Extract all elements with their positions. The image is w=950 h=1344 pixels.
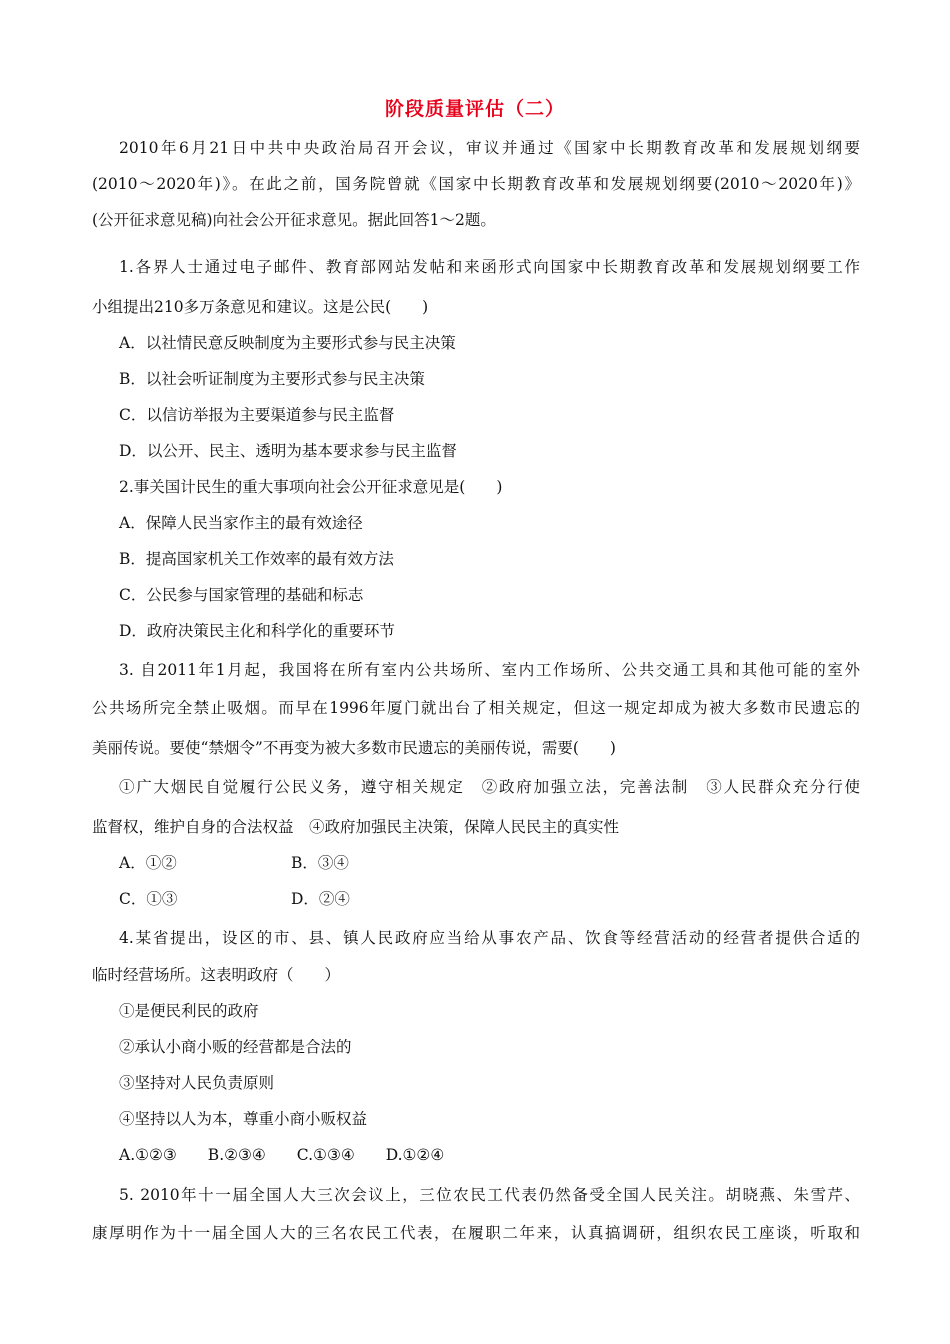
question-1-option-a: A．以社情民意反映制度为主要形式参与民主决策	[119, 334, 456, 352]
question-4-options: A.①②③ B.②③④ C.①③④ D.①②④	[119, 1146, 445, 1164]
intro-line: (公开征求意见稿)向社会公开征求意见。据此回答1～2题。	[92, 211, 496, 229]
question-4-item: ③坚持对人民负责原则	[119, 1074, 275, 1092]
question-3-stem: 3. 自2011年1月起，我国将在所有室内公共场所、室内工作场所、公共交通工具和其他可能的室外	[119, 661, 860, 679]
question-3-item: ①广大烟民自觉履行公民义务，遵守相关规定 ②政府加强立法，完善法制 ③人民群众充分行使	[119, 778, 860, 796]
question-4-item: ④坚持以人为本，尊重小商小贩权益	[119, 1110, 368, 1128]
question-1-option-b: B．以社会听证制度为主要形式参与民主决策	[119, 370, 425, 388]
question-2-option-c: C．公民参与国家管理的基础和标志	[119, 586, 364, 604]
question-3-stem: 公共场所完全禁止吸烟。而早在1996年厦门就出台了相关规定，但这一规定却成为被大多数市民遗忘的	[92, 699, 860, 717]
question-3-option-c: C．①③	[119, 890, 178, 908]
question-5-stem: 5. 2010年十一届全国人大三次会议上，三位农民工代表仍然备受全国人民关注。胡晓燕、朱雪芹、	[119, 1186, 860, 1204]
question-3-stem: 美丽传说。要使“禁烟令”不再变为被大多数市民遗忘的美丽传说，需要( )	[92, 739, 616, 757]
question-4-item: ①是便民利民的政府	[119, 1002, 259, 1020]
question-4-item: ②承认小商小贩的经营都是合法的	[119, 1038, 352, 1056]
question-1-option-d: D．以公开、民主、透明为基本要求参与民主监督	[119, 442, 457, 460]
question-5-stem: 康厚明作为十一届全国人大的三名农民工代表，在履职二年来，认真搞调研，组织农民工座谈，听取和	[92, 1224, 860, 1242]
question-1-option-c: C．以信访举报为主要渠道参与民主监督	[119, 406, 395, 424]
question-1-stem: 小组提出210多万条意见和建议。这是公民( )	[92, 298, 429, 316]
question-4-stem: 临时经营场所。这表明政府（ ）	[92, 966, 341, 984]
question-3-option-b: B．③④	[291, 854, 349, 872]
question-3-item: 监督权，维护自身的合法权益 ④政府加强民主决策，保障人民民主的真实性	[92, 818, 620, 836]
question-4-stem: 4.某省提出，设区的市、县、镇人民政府应当给从事农产品、饮食等经营活动的经营者提供合适的	[119, 929, 860, 947]
page-title: 阶段质量评估（二）	[384, 98, 565, 120]
question-2-stem: 2.事关国计民生的重大事项向社会公开征求意见是( )	[119, 478, 503, 496]
question-2-option-a: A．保障人民当家作主的最有效途径	[119, 514, 363, 532]
question-3-option-a: A．①②	[119, 854, 177, 872]
question-3-option-d: D．②④	[291, 890, 350, 908]
question-1-stem: 1.各界人士通过电子邮件、教育部网站发帖和来函形式向国家中长期教育改革和发展规划纲要工作	[119, 258, 860, 276]
intro-line: 2010年6月21日中共中央政治局召开会议，审议并通过《国家中长期教育改革和发展规划纲要	[119, 139, 860, 157]
intro-line: (2010～2020年)》。在此之前，国务院曾就《国家中长期教育改革和发展规划纲要(2010～2020年)》	[92, 175, 860, 193]
question-2-option-b: B．提高国家机关工作效率的最有效方法	[119, 550, 394, 568]
question-2-option-d: D．政府决策民主化和科学化的重要环节	[119, 622, 395, 640]
